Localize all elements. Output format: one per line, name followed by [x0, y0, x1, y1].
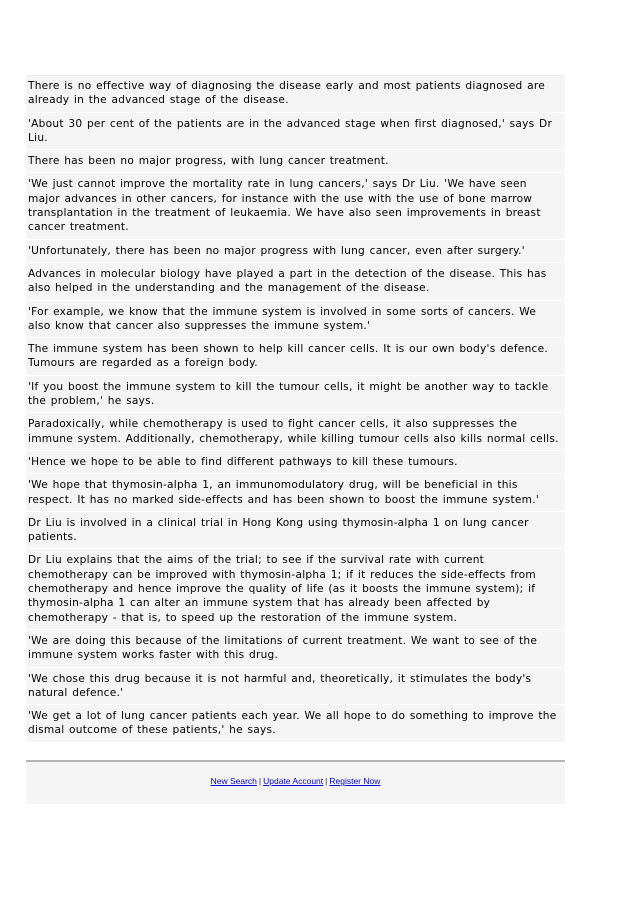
footer-bar [26, 760, 565, 804]
article-paragraph: 'About 30 per cent of the patients are in the advanced stage when first diagnosed,' says Dr Liu. [26, 113, 565, 151]
article-paragraph: Advances in molecular biology have played a part in the detection of the disease. This has also helped in the understanding and the management of the disease. [26, 263, 565, 301]
new-search-link[interactable]: New Search [210, 776, 257, 786]
article-paragraph: There is no effective way of diagnosing the disease early and most patients diagnosed are already in the advanced stage of the disease. [26, 76, 565, 113]
article-paragraph: 'Hence we hope to be able to find different pathways to kill these tumours. [26, 451, 565, 474]
article-body [26, 75, 565, 743]
register-now-link[interactable]: Register Now [329, 776, 381, 786]
article-paragraph: 'If you boost the immune system to kill the tumour cells, it might be another way to tackle the problem,' he says. [26, 376, 565, 414]
link-separator: | [325, 776, 328, 786]
article-paragraph: 'For example, we know that the immune system is involved in some sorts of cancers. We also know that cancer also suppresses the immune system.' [26, 301, 565, 339]
article-paragraph: 'We hope that thymosin-alpha 1, an immunomodulatory drug, will be beneficial in this respect. It has no marked side-effects and has been shown to boost the immune system.' [26, 474, 565, 512]
update-account-link[interactable]: Update Account [263, 776, 324, 786]
article-paragraph: Dr Liu is involved in a clinical trial in Hong Kong using thymosin-alpha 1 on lung cancer patients. [26, 512, 565, 550]
link-separator: | [258, 776, 262, 786]
article-paragraph: 'We chose this drug because it is not harmful and, theoretically, it stimulates the body's natural defence.' [26, 668, 565, 706]
article-paragraph: Dr Liu explains that the aims of the trial; to see if the survival rate with current chemotherapy can be improved with thymosin-alpha 1; if it reduces the side-effects from chemotherapy and hence improve the quality of life (as it boosts the immune system); if thymosin-alpha 1 can alter an immune system that has already been affected by chemotherapy - that is, to speed up the restoration of the immune system. [26, 549, 565, 629]
article-paragraph: There has been no major progress, with lung cancer treatment. [26, 150, 565, 173]
article-paragraph: The immune system has been shown to help kill cancer cells. It is our own body's defence. Tumours are regarded as a foreign body. [26, 338, 565, 376]
article-paragraph: 'We get a lot of lung cancer patients each year. We all hope to do something to improve the dismal outcome of these patients,' he says. [26, 705, 565, 743]
article-paragraph: 'We just cannot improve the mortality rate in lung cancers,' says Dr Liu. 'We have seen major advances in other cancers, for instance with the use with the use of bone marrow transplantation in the treatment of leukaemia. We have also seen improvements in breast cancer treatment. [26, 173, 565, 239]
article-paragraph: 'We are doing this because of the limitations of current treatment. We want to see of the immune system works faster with this drug. [26, 630, 565, 668]
article-paragraph: 'Unfortunately, there has been no major progress with lung cancer, even after surgery.' [26, 240, 565, 263]
article-paragraph: Paradoxically, while chemotherapy is used to fight cancer cells, it also suppresses the immune system. Additionally, chemotherapy, while killing tumour cells also kills normal cells. [26, 413, 565, 451]
footer-links [26, 775, 565, 787]
